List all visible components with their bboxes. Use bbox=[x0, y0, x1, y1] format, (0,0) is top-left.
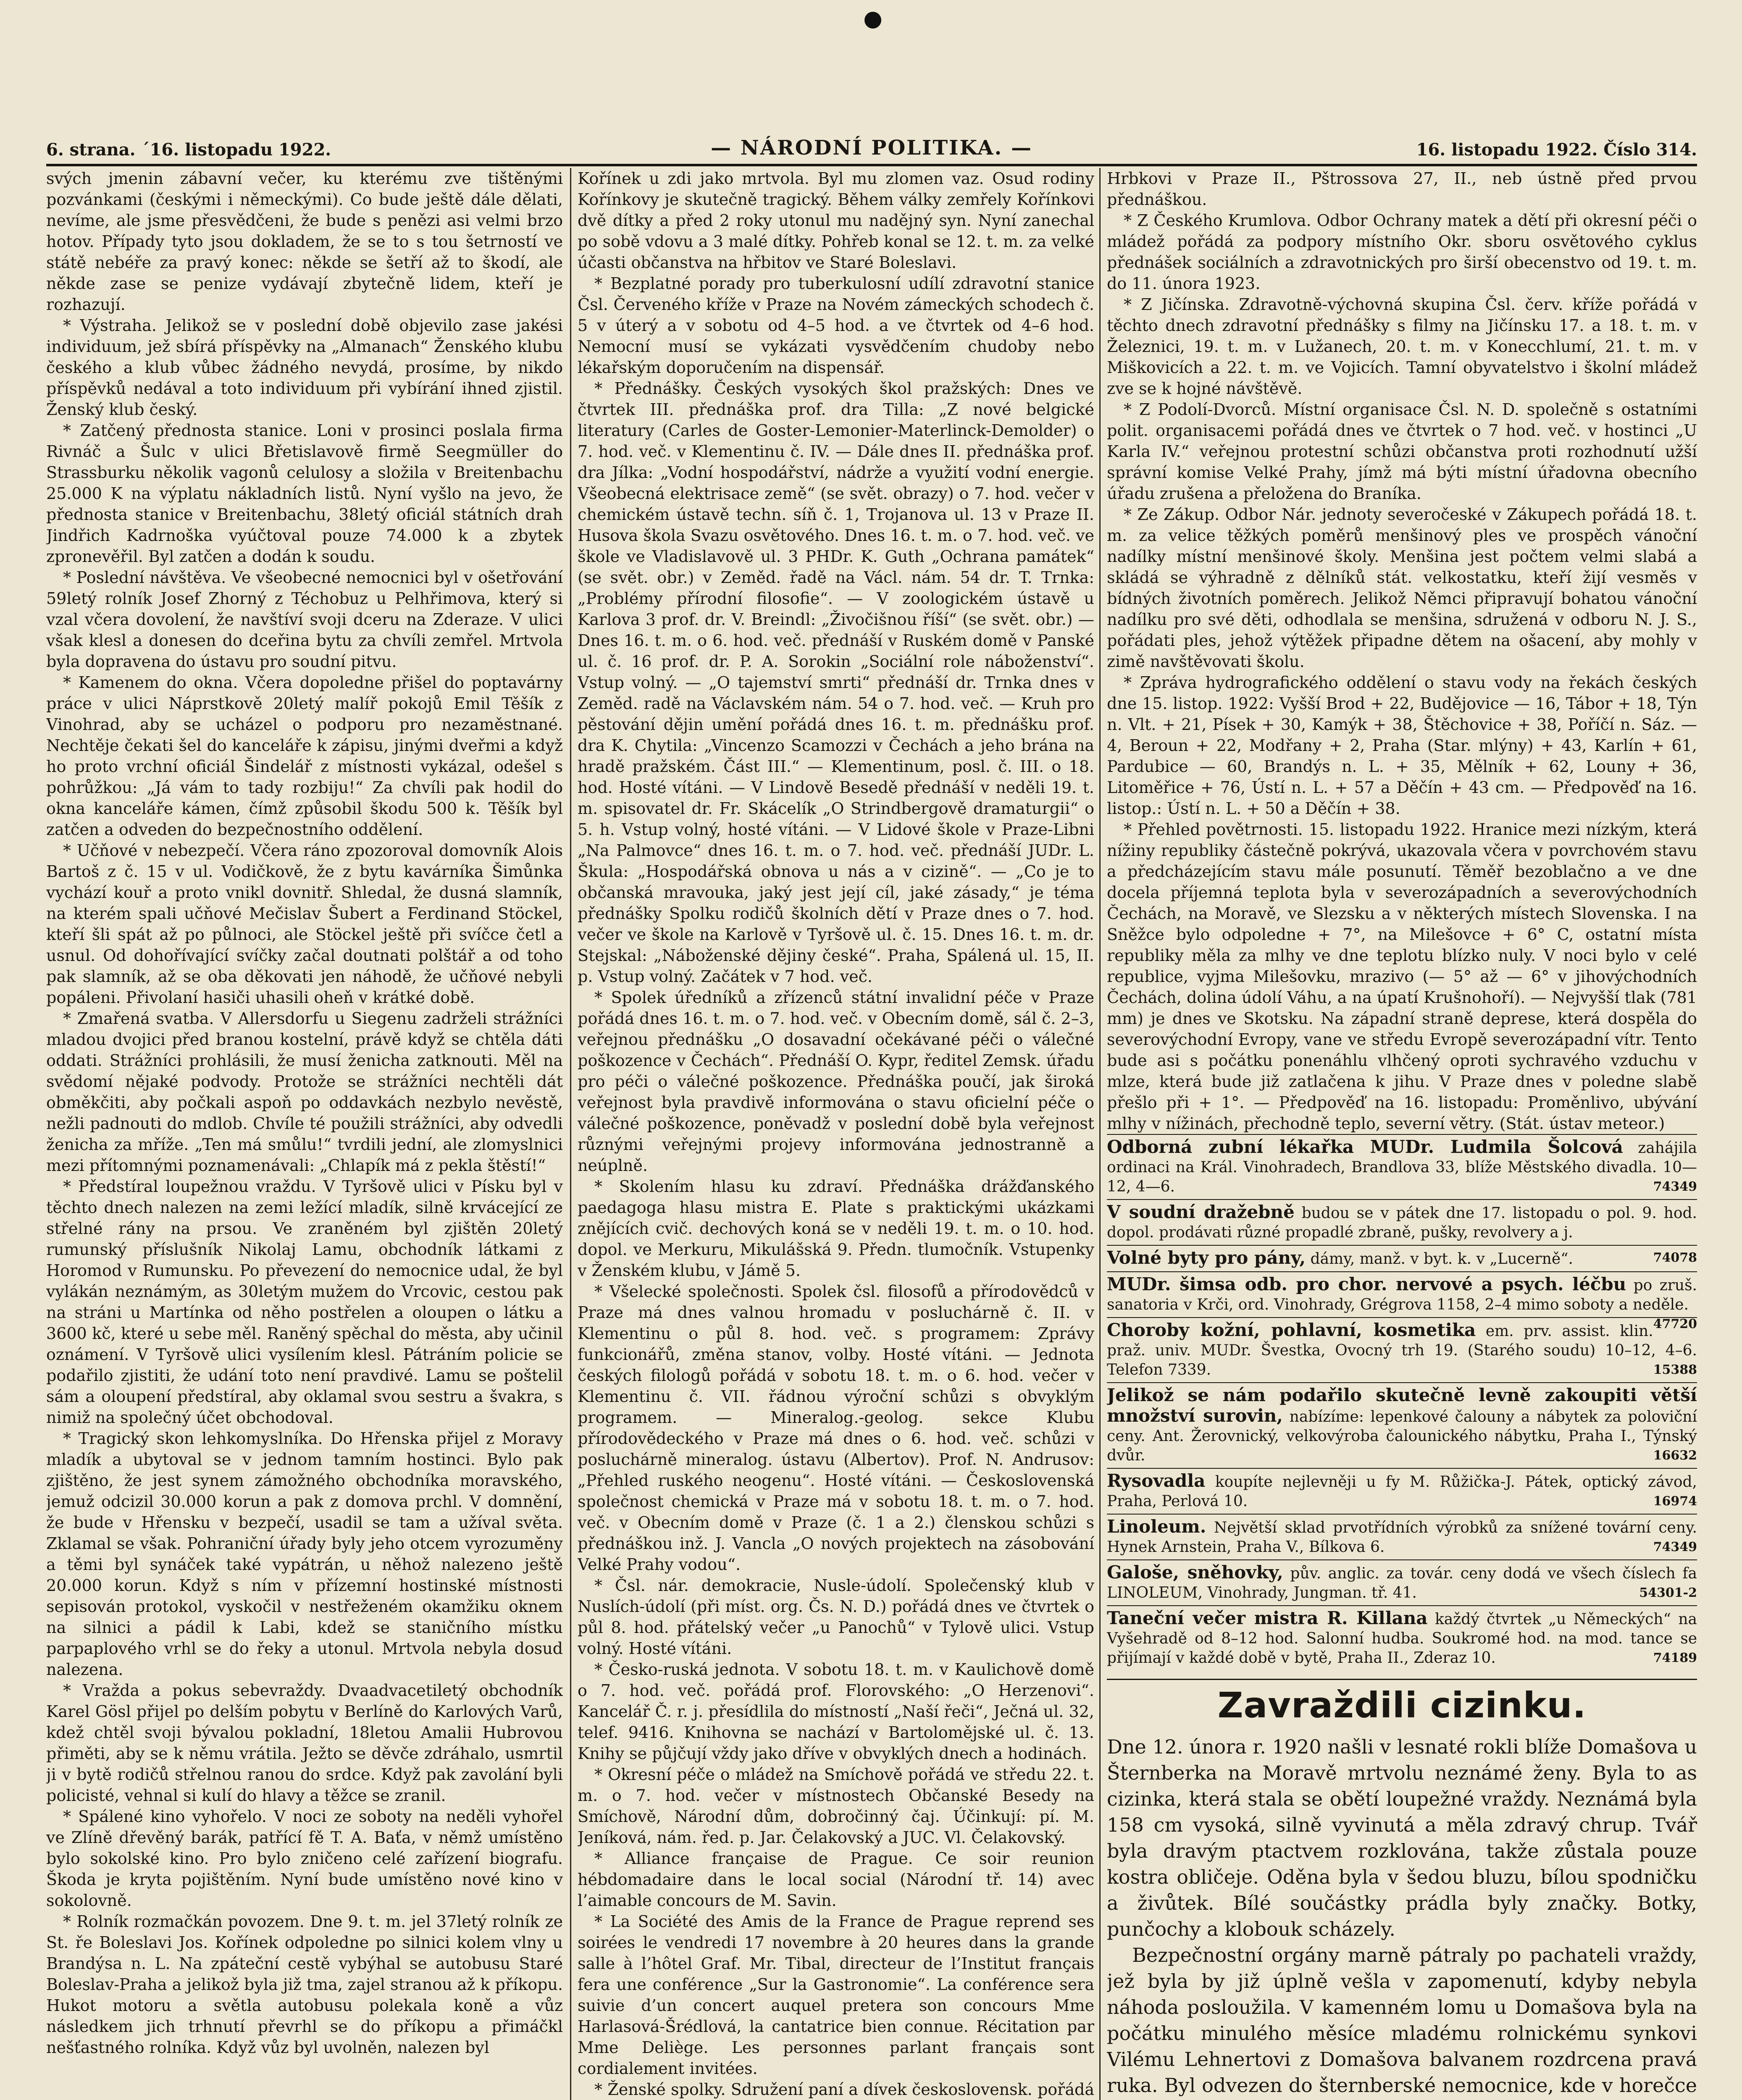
story-body bbox=[1107, 1734, 1697, 2100]
paragraph: * Spolek úředníků a zřízenců státní invalidní péče v Praze pořádá dnes 16. t. m. o 7. hod. več. v Obecním domě, sál č. 2–3, veřejnou přednášku „O dosavadní očekávané péči o válečné poškozence v Čechách“. Přednáší O. Kypr, ředitel Zemsk. úřadu pro péči o válečné poškozence. Přednáška poučí, jak široká veřejnost byla pravdivě informována o stavu oficielní péče o válečné poškozence, poněvadž v poslední době byla veřejnost různými veřejnými projevy informována jednostranně a neúplně. bbox=[578, 988, 1094, 1175]
paragraph: svých jmenin zábavní večer, ku kterému zve tištěnými pozvánkami (českými i německými). Co bude ještě dále dělati, nevíme, ale jsme přesvědčeni, že bude s penězi asi velmi brzo hotov. Případy tyto jsou dokladem, že se to s tou šetrností ve státě nebéře za pravý konec: někde se šetří až to škodí, ale někde zase se penize vydávají zbytečně lidem, kteří je rozhazují. bbox=[46, 169, 563, 314]
ad-title: Choroby kožní, pohlavní, kosmetika bbox=[1107, 1320, 1476, 1340]
classified-ad bbox=[1107, 1559, 1697, 1605]
paragraph: * Výstraha. Jelikož se v poslední době objevilo zase jakési individuum, jež sbírá příspěvky na „Almanach“ Ženského klubu českého a klub vůbec žádného nevydá, prosíme, by nikdo příspěvků nedával a toto individuum při vybírání ihned zjistil. Ženský klub český. bbox=[46, 316, 563, 419]
ad-number: 74189 bbox=[1653, 1651, 1697, 1665]
ad-number: 74078 bbox=[1653, 1250, 1697, 1265]
ad-number: 47720 bbox=[1653, 1317, 1697, 1331]
classified-ad bbox=[1107, 1317, 1697, 1382]
masthead bbox=[46, 126, 1697, 166]
ad-number: 74349 bbox=[1653, 1540, 1697, 1554]
paragraph: * Z Podolí-Dvorců. Místní organisace Čsl. N. D. společně s ostatními polit. organisacemi pořádá dnes ve čtvrtek o 7 hod. več. v hostinci „U Karla IV.“ veřejnou protestní schůzi občanstva proti rozhodnutí užší správní komise Velké Prahy, jímž má býti místní úřadovna obecního úřadu zrušena a přeložena do Braníka. bbox=[1107, 400, 1697, 503]
ad-number: 74349 bbox=[1653, 1179, 1697, 1194]
paragraph: * Skolením hlasu ku zdraví. Přednáška drážďanského paedagoga hlasu mistra E. Plate s praktickými ukázkami znějících cvič. dechových koná se v neděli 19. t. m. o 10. hod. dopol. ve Merkuru, Mikulášská 9. Předn. tlumočník. Vstupenky v Ženském klubu, v Jámě 5. bbox=[578, 1177, 1094, 1280]
paragraph: Hrbkovi v Praze II., Pštrossova 27, II., neb ústně před prvou přednáškou. bbox=[1107, 169, 1697, 209]
classified-ad bbox=[1107, 1468, 1697, 1514]
ad-title: Volné byty pro pány, bbox=[1107, 1247, 1306, 1268]
paragraph: * Přednášky. Českých vysokých škol pražských: Dnes ve čtvrtek III. přednáška prof. dra Tilla: „Z nové belgické literatury (Carles de Goster-Lemonier-Materlinck-Demolder) o 7. hod. več. v Klementinu č. IV. — Dále dnes II. přednáška prof. dra Jílka: „Vodní hospodářství, nádrže a využití vodní energie. Všeobecná elektrisace země“ (se svět. obrazy) o 7. hod. večer v chemickém ústavě techn. síň č. 1, Trojanova ul. 13 v Praze II. Husova škola Svazu osvětového. Dnes 16. t. m. o 7. hod. več. ve škole ve Vladislavově ul. 3 PHDr. K. Guth „Ochrana památek“ (se svět. obr.) v Zeměd. řadě na Václ. nám. 54 dr. T. Trnka: „Problémy přírodní filosofie“. — V zoologickém ústavě u Karlova 3 prof. dr. V. Breindl: „Živočišnou říší“ (se svět. obr.) — Dnes 16. t. m. o 6. hod. več. přednáší v Ruském domě v Panské ul. č. 16 prof. dr. P. A. Sorokin „Sociální role náboženství“. Vstup volný. — „O tajemství smrti“ přednáší dr. Trnka dnes v Zeměd. radě na Václavském nám. 54 o 7. hod. več. — Kruh pro pěstování dějin umění pořádá dnes 16. t. m. přednášku prof. dra K. Chytila: „Vincenzo Scamozzi v Čechách a jeho brána na hradě pražském. Část III.“ — Klementinum, posl. č. III. o 18. hod. Hosté vítáni. — V Lindově Besedě přednáší v neděli 19. t. m. spisovatel dr. Fr. Skácelík „O Strindbergově dramaturgii“ o 5. h. Vstup volný, hosté vítáni. — V Lidové škole v Praze-Libni „Na Palmovce“ dnes 16. t. m. o 7. hod. več. přednáší JUDr. L. Škula: „Hospodářská obnova u nás a v cizině“. — „Co je to občanská mravouka, jaký jest její cíl, jaké zásady,“ je téma přednášky Spolku rodičů školních dětí v Praze dnes o 7. hod. večer ve škole na Karlově v Tyršově ul. č. 15. Dnes 16. t. m. dr. Stejskal: „Náboženské dějiny české“. Praha, Spálená ul. 15, II. p. Vstup volný. Začátek v 7 hod. več. bbox=[578, 379, 1094, 986]
paragraph: * Vražda a pokus sebevraždy. Dvaadvacetiletý obchodník Karel Gösl přijel po delším pobytu v Berlíně do Karlových Varů, kdež chtěl svoji bývalou pokladní, 18letou Amalii Hubrovou přiměti, aby se k němu vrátila. Ježto se děvče zdráhalo, usmrtil ji v bytě rodičů střelnou ranou do srdce. Když pak zavolání byli policisté, vehnal si kulí do hlavy a těžce se zranil. bbox=[46, 1681, 563, 1805]
paragraph: * Poslední návštěva. Ve všeobecné nemocnici byl v ošetřování 59letý rolník Josef Zhorný z Téchobuz u Pelhřimova, který si vzal včera dovolení, že navštíví svoji dceru na Zderaze. V ulici však klesl a donesen do dceřina bytu za chvíli zemřel. Mrtvola byla dopravena do ústavu pro soudní pitvu. bbox=[46, 568, 563, 671]
ad-title: Jelikož se nám podařilo skutečně levně zakoupiti větší množství surovin, bbox=[1107, 1385, 1697, 1426]
paragraph: * Spálené kino vyhořelo. V noci ze soboty na neděli vyhořel ve Zlíně dřevěný barák, patřící fě T. A. Baťa, v němž umístěno bylo sokolské kino. Pro bylo zničeno celé zařízení biografu. Škoda je kryta pojištěním. Nyní bude umístěno nové kino v sokolovně. bbox=[46, 1807, 563, 1910]
masthead-date-left: 6. strana. ´16. listopadu 1922. bbox=[46, 140, 331, 160]
classified-ad bbox=[1107, 1199, 1697, 1245]
ad-text: koupíte nejlevněji u fy M. Růžička-J. Pátek, optický závod, Praha, Perlová 10. bbox=[1107, 1473, 1697, 1510]
ad-text: dámy, manž. v byt. k. v „Lucerně“. bbox=[1310, 1250, 1573, 1268]
ad-number: 15388 bbox=[1653, 1362, 1697, 1377]
ad-title: Galoše, sněhovky, bbox=[1107, 1562, 1283, 1583]
column-1 bbox=[46, 168, 563, 2100]
paragraph: * Okresní péče o mládež na Smíchově pořádá ve středu 22. t. m. o 7. hod. večer v místnostech Občanské Besedy na Smíchově, Národní dům, dobročinný čaj. Účinkují: pí. M. Jeníková, nám. řed. p. Jar. Čelakovský a JUC. Vl. Čelakovský. bbox=[578, 1765, 1094, 1847]
classified-ad bbox=[1107, 1134, 1697, 1199]
ad-text: budou se v pátek dne 17. listopadu o pol. 9. hod. dopol. prodávati různé propadlé zbraně, pušky, revolvery a j. bbox=[1107, 1205, 1697, 1241]
classified-ad bbox=[1107, 1605, 1697, 1670]
paragraph: * Zpráva hydrografického oddělení o stavu vody na řekách českých dne 15. listop. 1922: Vyšší Brod + 22, Budějovice — 16, Tábor + 18, Týn n. Vlt. + 21, Písek + 30, Kamýk + 38, Štěchovice + 38, Poříčí n. Sáz. — 4, Beroun + 22, Modřany + 2, Praha (Star. mlýny) + 43, Karlín + 61, Pardubice — 60, Brandýs n. L. + 35, Mělník + 62, Louny + 36, Litoměřice + 76, Ústí n. L. + 57 a Děčín + 43 cm. — Předpověď na 16. listop.: Ústí n. L. + 50 a Děčín + 38. bbox=[1107, 673, 1697, 818]
ad-title: V soudní dražebně bbox=[1107, 1202, 1295, 1222]
paragraph: * Bezplatné porady pro tuberkulosní udílí zdravotní stanice Čsl. Červeného kříže v Praze na Novém zámeckých schodech č. 5 v úterý a v sobotu od 4–5 hod. a ve čtvrtek od 4–6 hod. Nemocní musí se vykázati vysvědčením chudoby nebo lékařským doporučením na dispensář. bbox=[578, 274, 1094, 377]
ad-text: každý čtvrtek „u Německých“ na Vyšehradě od 8–12 hod. Salonní hudba. Soukromé hod. na mod. tance se přijímají v každé době v bytě, Praha II., Zderaz 10. bbox=[1107, 1611, 1697, 1667]
story-headline: Zavraždili cizinku. bbox=[1107, 1679, 1697, 1726]
ad-text: nabízíme: lepenkové čalouny a nábytek za poloviční ceny. Ant. Žerovnický, velkovýroba čalounického nábytku, Praha I., Týnský dvůr. bbox=[1107, 1408, 1697, 1464]
masthead-title: — NÁRODNÍ POLITIKA. — bbox=[711, 136, 1033, 160]
paragraph: * La Société des Amis de la France de Prague reprend ses soirées le vendredi 17 novembre à 20 heures dans la grande salle à l’hôtel Graf. Mr. Tibal, directeur de l’Institut français fera une conférence „Sur la Gastronomie“. La conférence sera suivie d’un concert auquel pretera son concours Mme Harlasová-Šrédlová, la cantatrice bien connue. Récitation par Mme Deliège. Les personnes parlant français sont cordialement invitées. bbox=[578, 1912, 1094, 2078]
story-paragraph: Dne 12. února r. 1920 našli v lesnaté rokli blíže Domašova u Šternberka na Moravě mrtvolu neznámé ženy. Byla to as cizinka, která stala se obětí loupežné vraždy. Neznámá byla 158 cm vysoká, silně vyvinutá a měla zdravý chrup. Tvář byla dravým ptactvem rozklována, takže zůstala pouze kostra obličeje. Oděna byla v šedou bluzu, bílou spodničku a živůtek. Bílé součástky prádla byly značky. Botky, punčochy a klobouk scházely. bbox=[1107, 1735, 1697, 1940]
ad-number: 54301-2 bbox=[1639, 1586, 1697, 1600]
paragraph: Kořínek u zdi jako mrtvola. Byl mu zlomen vaz. Osud rodiny Kořínkovy je skutečně tragický. Během války zemřely Kořínkovi dvě dítky a před 2 roky utonul mu nadějný syn. Nyní zanechal po sobě vdovu a 3 malé dítky. Pohřeb konal se 12. t. m. za velké účasti občanstva na hřbitov ve Staré Boleslavi. bbox=[578, 169, 1094, 272]
column-2 bbox=[578, 168, 1094, 2100]
ad-text: em. prv. assist. klin. praž. univ. MUDr. Švestka, Ovocný trh 19. (Starého soudu) 10–12, 4–6. Telefon 7339. bbox=[1107, 1323, 1697, 1378]
paragraph: * Rolník rozmačkán povozem. Dne 9. t. m. jel 37letý rolník ze St. ře Boleslavi Jos. Kořínek odpoledne po silnici kolem vlny u Brandýsa n. L. Na zpáteční cestě vybýhal se autobusu Staré Boleslav-Praha a jelikož byla již tma, zajel stranou až k příkopu. Hukot motoru a světla autobusu polekala koně a vůz následkem jich trhnutí převrhl se do příkopu a přimáčkl nešťastného rolníka. Když vůz byl uvolněn, nalezen byl bbox=[46, 1912, 563, 2057]
paragraph: * Učňové v nebezpečí. Včera ráno zpozoroval domovník Alois Bartoš z č. 15 v ul. Vodičkově, že z bytu kavárníka Šimůnka vychází kouř a proto vnikl dovnitř. Shledal, že dusná slamník, na kterém spali učňové Mečislav Šubert a Ferdinand Stöckel, kteří šli spát až po půlnoci, ale Stöckel ještě při svíčce četl a usnul. Od dohořívající svíčky začal doutnati polštář a od toho pak slamník, až se oba děkovati jen náhodě, že učňové nebyli popáleni. Přivolaní hasiči uhasili oheň v krátké době. bbox=[46, 841, 563, 1007]
column-3 bbox=[1107, 168, 1697, 2100]
ad-title: MUDr. šimsa odb. pro chor. nervové a psych. léčbu bbox=[1107, 1274, 1626, 1294]
punch-hole bbox=[864, 12, 881, 29]
paragraph: * Zmařená svatba. V Allersdorfu u Siegenu zadrželi strážníci mladou dvojici před branou kostelní, právě když se chtěla dáti oddati. Strážníci prohlásili, že musí ženicha zatknouti. Měl na svědomí nějaké podvody. Protože se strážníci nechtěli dát obměkčiti, aby počkali aspoň po oddavkách nezbylo nevěstě, nežli padnouti do mdlob. Chvíle té použili strážníci, aby odvedli ženicha za mříže. „Ten má smůlu!“ tvrdili jední, ale zlomyslnici mezi přítomnými poznamenávali: „Chlapík má z pekla štěstí!“ bbox=[46, 1009, 563, 1175]
paragraph: * Přehled povětrnosti. 15. listopadu 1922. Hranice mezi nízkým, která nížiny republiky částečně pokrývá, ukazovala včera v povrchovém stavu a předcházejícím stavu mále posunutí. Těměř bezoblačno a ve dne docela příjemná teplota byla v severozápadních a severovýchodních Čechách, na Moravě, ve Slezsku a v některých místech Slovenska. I na Sněžce bylo odpoledne + 7°, na Milešovce + 6° C, ostatní místa republiky měla za mlhy ve dne teplotu blízko nuly. V noci bylo v celé republice, vyjma Milešovku, mrazivo (— 5° až — 6° v jihovýchodních Čechách, dolina údolí Váhu, a na úpatí Krušnohoří). — Nejvyšší tlak (781 mm) je dnes ve Skotsku. Na západní straně deprese, která dospěla do severovýchodní Evropy, vane ve středu Evropě severozápadní vítr. Tento bude asi s počátku ponenáhlu vlhčený oproti sychravého vzduchu v mlze, která bude již zatlačena k jihu. V Praze dnes v poledne slabě přešlo při + 1°. — Předpověď na 16. listopadu: Proměnlivo, ubývání mlhy v nížinách, přechodně teplo, severní větry. (Stát. ústav meteor.) bbox=[1107, 820, 1697, 1133]
classified-ads bbox=[1107, 1134, 1697, 1670]
paragraph: * Alliance française de Prague. Ce soir reunion hébdomadaire dans le local social (Národní tř. 14) avec l’aimable concours de M. Savin. bbox=[578, 1849, 1094, 1910]
ad-title: Linoleum. bbox=[1107, 1516, 1206, 1537]
classified-ad bbox=[1107, 1245, 1697, 1271]
ad-title: Taneční večer mistra R. Killana bbox=[1107, 1608, 1428, 1628]
paragraph: * Čsl. nár. demokracie, Nusle-údolí. Společenský klub v Nuslích-údolí (při míst. org. Čs. N. D.) pořádá dnes ve čtvrtek o půl 8. hod. přátelský večer „u Panochů“ v Tylově ulici. Vstup volný. Hosté vítáni. bbox=[578, 1576, 1094, 1658]
ad-title: Rysovadla bbox=[1107, 1470, 1206, 1491]
paragraph: * Ženské spolky. Sdružení paní a dívek československ. pořádá bbox=[594, 2080, 1094, 2099]
column-rule bbox=[570, 168, 571, 2100]
paragraph: * Předstíral loupežnou vraždu. V Tyršově ulici v Písku byl v těchto dnech nalezen na zemi ležící mladík, silně krvácející ze střelné rány na prsou. Ve zraněném byl zjištěn 20letý rumunský příslušník Nikolaj Lamu, obchodník látkami z Horomod v Rumunsku. Po převezení do nemocnice udal, že byl vylákán neznámým, as 30letým mužem do Vrcovic, cestou pak na stráni u Martínka od něho postřelen a oloupen o látku a 3600 kč, které u sebe měl. Raněný spěchal do města, aby učinil oznámení. V Tyršově ulici vysílením klesl. Pátráním policie se podařilo zjistiti, že udání toto není pravdivé. Lamu se poštelil sám a oloupení předstíral, aby oklamal svou sestru a švakra, s nimiž na společný účet obchodoval. bbox=[46, 1177, 563, 1427]
classified-ad bbox=[1107, 1382, 1697, 1468]
ad-text: zahájila ordinaci na Král. Vinohradech, Brandlova 33, blíže Městského divadla. 10—12, 4—6. bbox=[1107, 1139, 1697, 1195]
story-paragraph: Bezpečnostní orgány marně pátraly po pachateli vraždy, jež byla by již úplně vešla v zapomenutí, kdyby nebyla náhoda posloužila. V kamenném lomu u Domašova byla na počátku minulého měsíce mladému rolnickému synkovi Vilému Lehnertovi z Domašova balvanem rozdrcena pravá ruka. Byl odvezen do šternberské nemocnice, kde v horečce bbox=[1107, 1944, 1697, 2097]
paragraph: * Ze Zákup. Odbor Nár. jednoty severočeské v Zákupech pořádá 18. t. m. za velice těžkých poměrů menšinový ples ve prospěch vánoční nadílky místní menšinové školy. Menšina jest počtem velmi slabá a skládá se výhradně z dělníků stát. velkostatku, kteří žijí vesměs v bídných životních poměrech. Jelikož Němci připravují bohatou vánoční nadílku pro své děti, odhodlala se menšina, sdružená v odboru N. J. S., pořádati ples, jehož výtěžek připadne dětem na ošacení, aby mohly v zimě navštěvovati školu. bbox=[1107, 505, 1697, 671]
paragraph: * Tragický skon lehkomyslníka. Do Hřenska přijel z Moravy mladík a ubytoval se v jednom tamním hostinci. Bylo pak zjištěno, že jest synem zámožného obchodníka moravského, jemuž odcizil 30.000 korun a pak z domova prchl. V domnění, že bude v Hřensku v bezpečí, usadil se tam a užíval světa. Zklamal se však. Pohraniční úřady byly jeho otcem vyrozuměny a těmi byl synáček také vypátrán, u něhož nalezeno ještě 20.000 korun. Když s ním v přízemní hostinské místnosti sepisován protokol, vyskočil v nestřeženém okamžiku oknem na silnici a pádil k Labi, kdež se staničního místku parpaplového vrhl se do řeky a utonul. Mrtvola nebyla dosud nalezena. bbox=[46, 1429, 563, 1679]
ad-text: po zruš. sanatoria v Krči, ord. Vinohrady, Grégrova 1158, 2–4 mimo soboty a neděle. bbox=[1107, 1277, 1697, 1313]
masthead-date-right: 16. listopadu 1922. Číslo 314. bbox=[1416, 140, 1697, 160]
ad-text: Největší sklad prvotřídních výrobků za snížené tovární ceny. Hynek Arnstein, Praha V., Bílkova 6. bbox=[1107, 1519, 1697, 1556]
column-rule bbox=[1099, 168, 1101, 2100]
ad-number: 16974 bbox=[1653, 1494, 1697, 1509]
paragraph: * Všelecké společnosti. Spolek čsl. filosofů a přírodovědců v Praze má dnes valnou hromadu v posluchárně č. II. v Klementinu o půl 8. hod. več. s programem: Zprávy funkcionářů, změna stanov, volby. Hosté vítáni. — Jednota českých filologů pořádá v sobotu 18. t. m. o 6. hod. večer v Klementinu č. VII. řádnou výroční schůzi s obvyklým programem. — Mineralog.-geolog. sekce Klubu přírodovědeckého v Praze má dnes o 6. hod. več. schůzi v posluchárně mineralog. ústavu (Albertov). Prof. N. Andrusov: „Přehled ruského neogenu“. Hosté vítáni. — Československá společnost chemická v Praze má v sobotu 18. t. m. o 7. hod. več. v Obecním domě v Praze (č. 1 a 2.) členskou schůzi s přednáškou inž. J. Vancla „O nových projektech na zásobování Velké Prahy vodou“. bbox=[578, 1282, 1094, 1574]
paragraph: * Z Českého Krumlova. Odbor Ochrany matek a dětí při okresní péči o mládež pořádá za podpory místního Okr. sboru osvětového cyklus přednášek sociálních a zdravotnických pro širší obecenstvo od 19. t. m. do 11. února 1923. bbox=[1107, 211, 1697, 293]
classified-ad bbox=[1107, 1514, 1697, 1559]
paragraph: * Z Jičínska. Zdravotně-výchovná skupina Čsl. červ. kříže pořádá v těchto dnech zdravotní přednášky s filmy na Jičínsku 17. a 18. t. m. v Železnici, 19. t. m. v Lužanech, 20. t. m. v Konecchlumí, 21. t. m. v Miškovicích a 22. t. m. ve Vojicích. Tamní obyvatelstvo i školní mládež zve se k hojné návštěvě. bbox=[1107, 295, 1697, 398]
ad-number: 16632 bbox=[1653, 1448, 1697, 1463]
paragraph: * Zatčený přednosta stanice. Loni v prosinci poslala firma Rivnáč a Šulc v ulici Břetislavově firmě Seegmüller do Strassburku několik vagonů celulosy a složila v Breitenbachu 25.000 K na výplatu nákladních listů. Nyní vyšlo na jevo, že přednosta stanice v Breitenbachu, 38letý oficiál státních drah Jindřich Kadrnoška vyúčtoval pouze 74.000 k a zbytek zpronevěřil. Byl zatčen a dodán k soudu. bbox=[46, 421, 563, 566]
paragraph: * Kamenem do okna. Včera dopoledne přišel do poptavárny práce v ulici Náprstkově 20letý malíř pokojů Emil Těšík z Vinohrad, aby se ucházel o podporu pro nezaměstnané. Nechtěje čekati šel do kanceláře k zápisu, jinými dveřmi a když ho proto vrchní oficiál Šindelář z místnosti vykázal, odešel s pohrůžkou: „Já vám to tady rozbiju!“ Za chvíli pak hodil do okna kanceláře kámen, čímž způsobil škodu 500 k. Těšík byl zatčen a odveden do bezpečnostního oddělení. bbox=[46, 673, 563, 839]
paragraph: * Česko-ruská jednota. V sobotu 18. t. m. v Kaulichově domě o 7. hod. več. pořádá prof. Florovského: „O Herzenovi“. Kancelář Č. r. j. přesídlila do místností „Naší řeči“, Ječná ul. 32, telef. 9416. Knihovna se nachází v Bartolomějské ul. č. 13. Knihy se půjčují vždy jako dříve v obvyklých dnech a hodinách. bbox=[578, 1660, 1094, 1763]
ad-title: Odborná zubní lékařka MUDr. Ludmila Šolcová bbox=[1107, 1137, 1623, 1157]
ad-text: pův. anglic. za továr. ceny dodá ve všech číslech fa LINOLEUM, Vinohrady, Jungman. tř. 41. bbox=[1107, 1565, 1697, 1601]
